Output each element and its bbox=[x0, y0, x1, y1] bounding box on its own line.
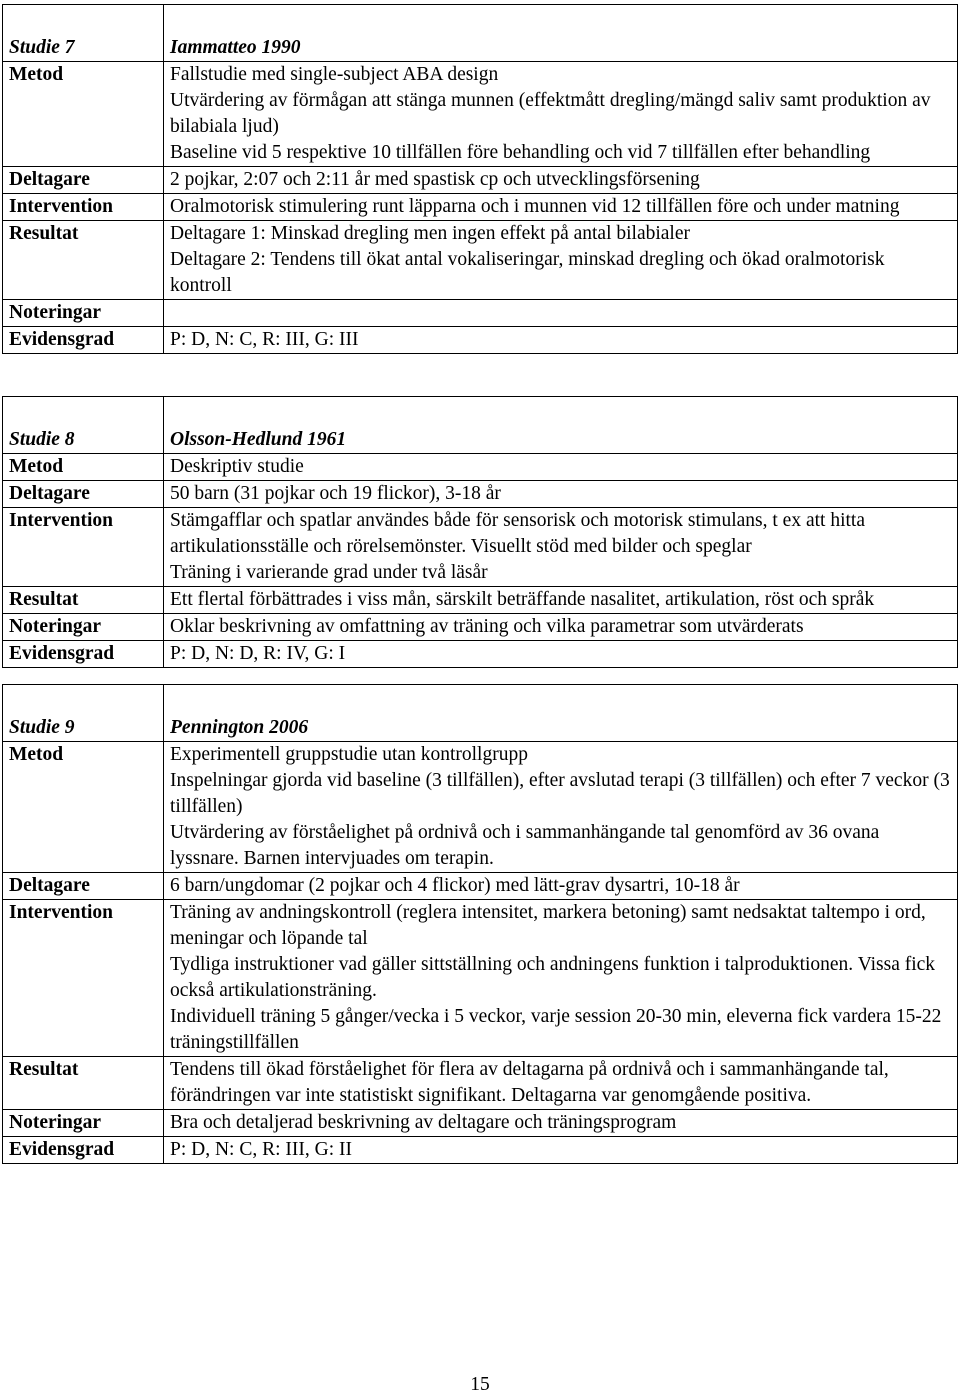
content-line: P: D, N: C, R: III, G: III bbox=[170, 329, 359, 350]
row-label: Evidensgrad bbox=[3, 327, 164, 354]
row-resultat bbox=[3, 587, 958, 614]
study-label: Studie 7 bbox=[3, 5, 164, 62]
study-reference: Iammatteo 1990 bbox=[164, 5, 958, 62]
content-line: Inspelningar gjorda vid baseline (3 tillfällen), efter avslutad terapi (3 tillfällen) och efter 7 veckor (3 tillfällen) bbox=[170, 770, 950, 817]
row-content bbox=[164, 614, 958, 641]
page-number: 15 bbox=[470, 1374, 490, 1395]
study-label: Studie 9 bbox=[3, 685, 164, 742]
row-label: Noteringar bbox=[3, 300, 164, 327]
row-label: Evidensgrad bbox=[3, 641, 164, 668]
content-line: Utvärdering av förmågan att stänga munnen (effektmått dregling/mängd saliv samt produktion av bilabiala ljud) bbox=[170, 90, 931, 137]
row-metod bbox=[3, 62, 958, 167]
content-line: Individuell träning 5 gånger/vecka i 5 veckor, varje session 20-30 min, eleverna fick vardera 15-22 träningstillfällen bbox=[170, 1006, 942, 1053]
content-line: Träning av andningskontroll (reglera intensitet, markera betoning) samt nedsaktat taltempo i ord, meningar och löpande tal bbox=[170, 902, 926, 949]
row-content bbox=[164, 641, 958, 668]
row-content bbox=[164, 742, 958, 873]
row-intervention bbox=[3, 508, 958, 587]
content-line: Oklar beskrivning av omfattning av träning och vilka parametrar som utvärderats bbox=[170, 616, 804, 637]
row-content bbox=[164, 454, 958, 481]
study-header-row bbox=[3, 685, 958, 742]
row-label: Resultat bbox=[3, 221, 164, 300]
row-label: Intervention bbox=[3, 900, 164, 1057]
content-line: P: D, N: D, R: IV, G: I bbox=[170, 643, 346, 664]
row-intervention bbox=[3, 194, 958, 221]
study-header-row bbox=[3, 5, 958, 62]
content-line: Fallstudie med single-subject ABA design bbox=[170, 64, 499, 85]
row-content bbox=[164, 481, 958, 508]
row-label: Resultat bbox=[3, 587, 164, 614]
row-content bbox=[164, 300, 958, 327]
row-label: Metod bbox=[3, 454, 164, 481]
row-label: Intervention bbox=[3, 194, 164, 221]
row-label: Deltagare bbox=[3, 167, 164, 194]
content-line: 6 barn/ungdomar (2 pojkar och 4 flickor) med lätt-grav dysartri, 10-18 år bbox=[170, 875, 740, 896]
study-table-8 bbox=[2, 396, 958, 668]
content-line: Deltagare 2: Tendens till ökat antal vokaliseringar, minskad dregling och ökad oralmotorisk kontroll bbox=[170, 249, 885, 296]
content-line: Träning i varierande grad under två läsår bbox=[170, 562, 488, 583]
row-label: Evidensgrad bbox=[3, 1137, 164, 1164]
row-intervention bbox=[3, 900, 958, 1057]
row-content bbox=[164, 221, 958, 300]
row-label: Resultat bbox=[3, 1057, 164, 1110]
content-line: Tydliga instruktioner vad gäller sittställning och andningens funktion i talproduktionen. Vissa fick också artikulationsträning. bbox=[170, 954, 936, 1001]
row-content bbox=[164, 1057, 958, 1110]
content-line: Bra och detaljerad beskrivning av deltagare och träningsprogram bbox=[170, 1112, 677, 1133]
content-line bbox=[170, 300, 951, 326]
row-label: Noteringar bbox=[3, 1110, 164, 1137]
row-content bbox=[164, 1110, 958, 1137]
study-table-9 bbox=[2, 684, 958, 1164]
content-line: Baseline vid 5 respektive 10 tillfällen före behandling och vid 7 tillfällen efter behandling bbox=[170, 142, 871, 163]
row-resultat bbox=[3, 1057, 958, 1110]
content-line: Utvärdering av förståelighet på ordnivå och i sammanhängande tal genomförd av 36 ovana lyssnare. Barnen intervjuades om terapin. bbox=[170, 822, 880, 869]
content-line: Deskriptiv studie bbox=[170, 456, 304, 477]
row-metod bbox=[3, 742, 958, 873]
content-line: Tendens till ökad förståelighet för flera av deltagarna på ordnivå och i sammanhängande tal, förändringen var inte statistiskt signifikant. Deltagarna var genomgående positiva. bbox=[170, 1059, 889, 1106]
content-line: Experimentell gruppstudie utan kontrollgrupp bbox=[170, 744, 528, 765]
row-label: Deltagare bbox=[3, 481, 164, 508]
row-noteringar bbox=[3, 614, 958, 641]
row-content bbox=[164, 508, 958, 587]
row-label: Deltagare bbox=[3, 873, 164, 900]
row-label: Noteringar bbox=[3, 614, 164, 641]
content-line: 2 pojkar, 2:07 och 2:11 år med spastisk cp och utvecklingsförsening bbox=[170, 169, 700, 190]
row-evidensgrad bbox=[3, 641, 958, 668]
study-reference: Pennington 2006 bbox=[164, 685, 958, 742]
row-content bbox=[164, 900, 958, 1057]
study-label: Studie 8 bbox=[3, 397, 164, 454]
row-content bbox=[164, 62, 958, 167]
row-content bbox=[164, 194, 958, 221]
content-line: Ett flertal förbättrades i viss mån, särskilt beträffande nasalitet, artikulation, röst och språk bbox=[170, 589, 875, 610]
row-deltagare bbox=[3, 167, 958, 194]
row-metod bbox=[3, 454, 958, 481]
content-line: Deltagare 1: Minskad dregling men ingen effekt på antal bilabialer bbox=[170, 223, 690, 244]
row-deltagare bbox=[3, 481, 958, 508]
row-noteringar bbox=[3, 1110, 958, 1137]
study-table-7 bbox=[2, 4, 958, 354]
content-line: P: D, N: C, R: III, G: II bbox=[170, 1139, 352, 1160]
row-label: Intervention bbox=[3, 508, 164, 587]
row-label: Metod bbox=[3, 62, 164, 167]
row-content bbox=[164, 873, 958, 900]
row-evidensgrad bbox=[3, 1137, 958, 1164]
study-header-row bbox=[3, 397, 958, 454]
row-content bbox=[164, 587, 958, 614]
row-content bbox=[164, 167, 958, 194]
row-label: Metod bbox=[3, 742, 164, 873]
row-evidensgrad bbox=[3, 327, 958, 354]
row-content bbox=[164, 1137, 958, 1164]
content-line: Oralmotorisk stimulering runt läpparna och i munnen vid 12 tillfällen före och under matning bbox=[170, 196, 900, 217]
row-resultat bbox=[3, 221, 958, 300]
content-line: Stämgafflar och spatlar användes både för sensorisk och motorisk stimulans, t ex att hitta artikulationsställe och rörelsemönster. Visuellt stöd med bilder och speglar bbox=[170, 510, 865, 557]
study-reference: Olsson-Hedlund 1961 bbox=[164, 397, 958, 454]
row-noteringar bbox=[3, 300, 958, 327]
row-content bbox=[164, 327, 958, 354]
content-line: 50 barn (31 pojkar och 19 flickor), 3-18 år bbox=[170, 483, 501, 504]
row-deltagare bbox=[3, 873, 958, 900]
